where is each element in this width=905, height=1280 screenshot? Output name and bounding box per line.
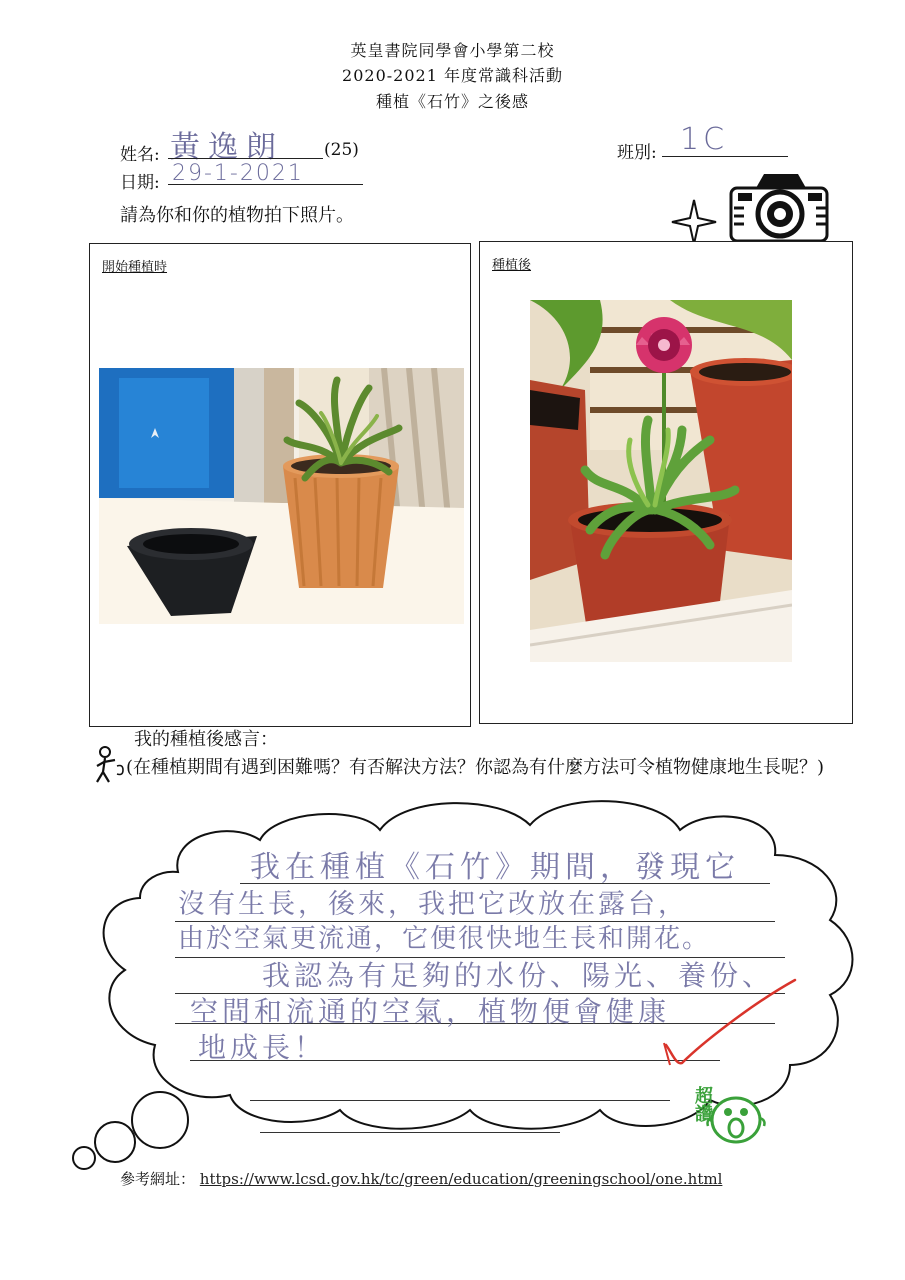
date-value: 29-1-2021: [172, 161, 304, 186]
photo-box-before: [89, 243, 471, 727]
writing-line: [260, 1132, 560, 1133]
photo-flower-after: [530, 300, 792, 662]
reflection-line-1: 我在種植《石竹》期間，發現它: [250, 850, 740, 885]
thinking-figure-icon: [93, 744, 127, 784]
reference-row: [120, 1168, 722, 1189]
photo-instruction: 請為你和你的植物拍下照片。: [120, 205, 354, 226]
reflection-line-2: 沒有生長，後來，我把它改放在露台，: [178, 889, 688, 920]
worksheet-title: 種植《石竹》之後感: [375, 92, 529, 111]
reflection-line-6: 地成長！: [198, 1031, 327, 1064]
sparkle-icon: [670, 198, 718, 246]
date-label: 日期:: [120, 173, 160, 193]
class-label: 班別:: [617, 143, 657, 163]
reflection-line-3: 由於空氣更流通，它便很快地生長和開花。: [178, 924, 711, 954]
class-underline: [662, 156, 788, 157]
date-underline: [168, 184, 363, 185]
school-name: 英皇書院同學會小學第二校: [350, 41, 555, 60]
reference-link[interactable]: https://www.lcsd.gov.hk/tc/green/education/greeningschool/one.html: [199, 1170, 723, 1188]
name-value: 黃逸朗: [170, 130, 284, 165]
photo-label-before: 開始種植時: [102, 260, 168, 275]
reflection-line-4: 我認為有足夠的水份、陽光、養份、: [262, 959, 775, 992]
reflection-question: (在種植期間有遇到困難嗎？有否解決方法？你認為有什麼方法可令植物健康地生長呢？): [126, 757, 825, 778]
name-underline: [168, 158, 323, 159]
name-label: 姓名:: [120, 145, 160, 165]
reflection-title: 我的種植後感言：: [134, 729, 278, 750]
praise-stamp-text: 超讚: [692, 1086, 713, 1122]
smiley-stamp-icon: [704, 1090, 768, 1148]
writing-line: [250, 1100, 670, 1101]
reference-label: 參考網址：: [120, 1170, 196, 1188]
dianthus-flower-icon: [636, 317, 692, 373]
teacher-tick-mark: [660, 975, 800, 1070]
class-number: (25): [324, 140, 359, 160]
class-value: 1C: [680, 122, 729, 157]
camera-icon: [728, 168, 830, 244]
reflection-line-5: 空間和流通的空氣，植物便會健康: [190, 995, 671, 1028]
photo-seedling-before: [99, 368, 464, 624]
photo-label-after: 種植後: [492, 258, 532, 273]
activity-year: 2020-2021 年度常識科活動: [342, 66, 563, 85]
photo-box-after: [479, 241, 853, 724]
